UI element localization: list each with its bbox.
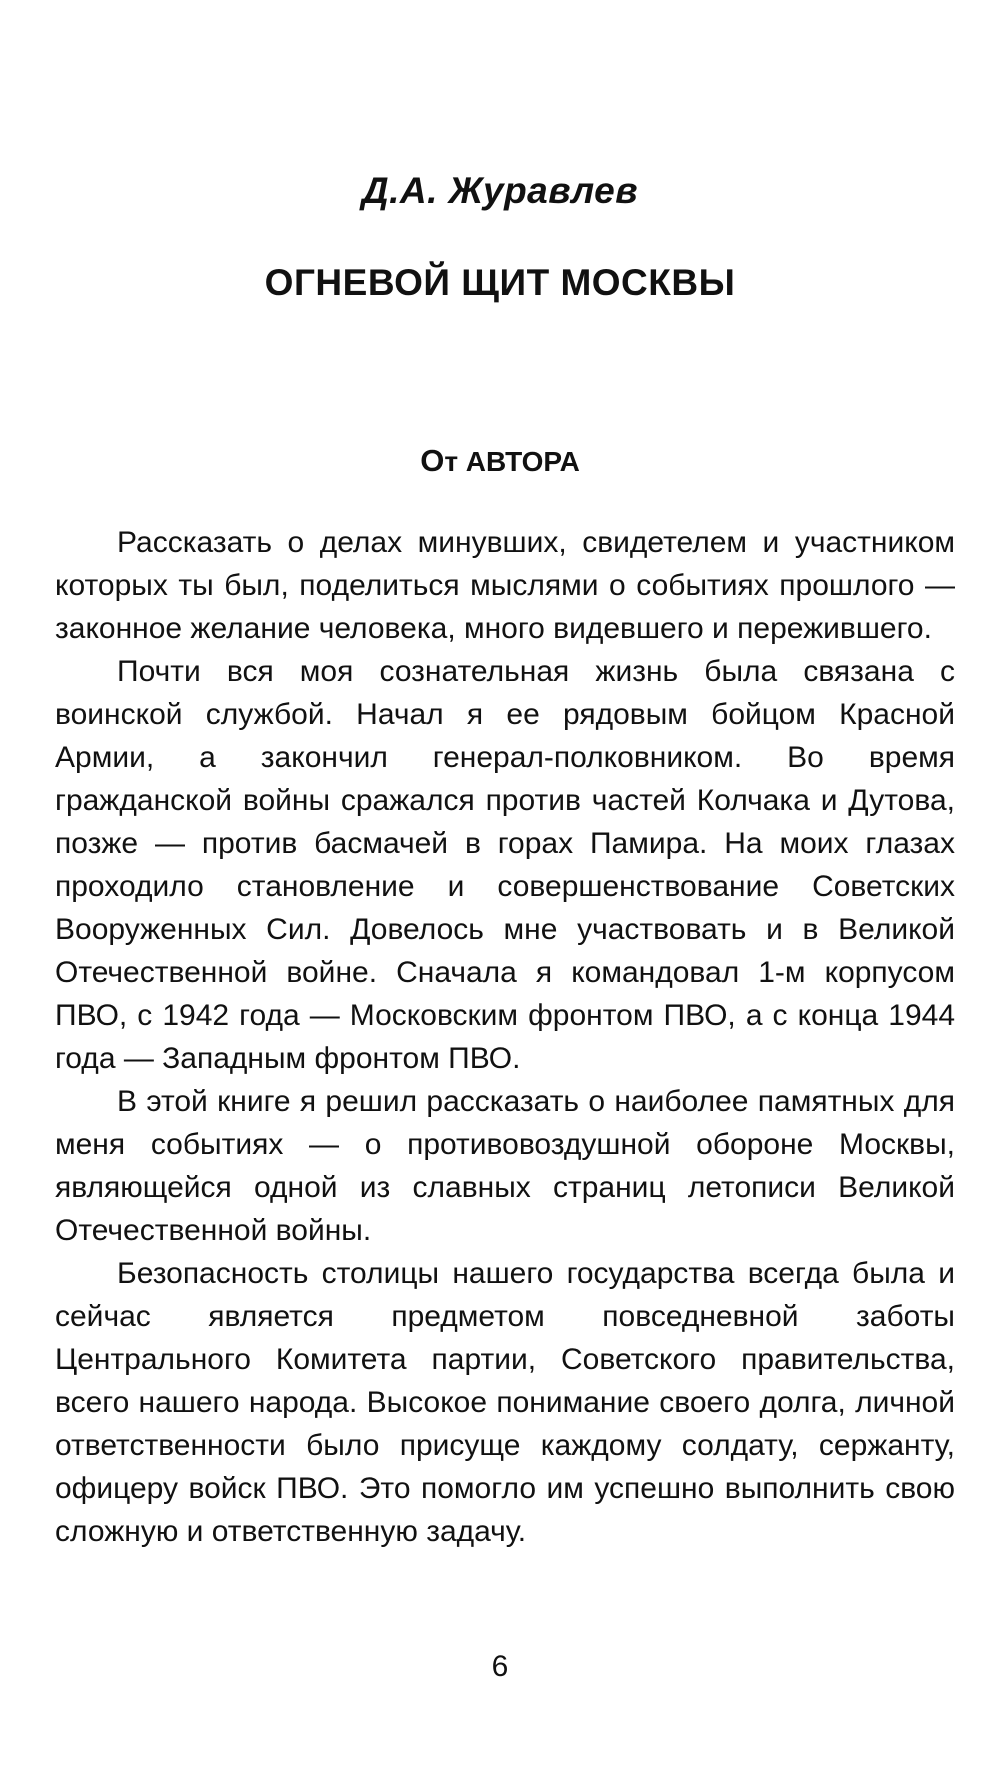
section-heading-rest: т АВТОРА [444, 446, 580, 477]
paragraph: Безопасность столицы нашего государства всегда была и сейчас является предметом повседневной заботы Центрального Комитета партии, Советского правительства, всего нашего народа. Высокое понимание своего долга, личной ответственности было присуще каждому солдату, сержанту, офицеру войск ПВО. Это помогло им успешно выполнить свою сложную и ответственную задачу. [55, 1257, 955, 1548]
author-name: Д.А. Журавлев [361, 170, 639, 211]
page-number: 6 [491, 1650, 509, 1683]
section-heading [0, 443, 1000, 479]
paragraph: В этой книге я решил рассказать о наиболее памятных для меня событиях — о противовоздушной обороне Москвы, являющейся одной из славных страниц летописи Великой Отечественной войны. [55, 1085, 955, 1247]
section-heading-initial: О [420, 443, 445, 478]
paragraph: Почти вся моя сознательная жизнь была связана с воинской службой. Начал я ее рядовым бойцом Красной Армии, а закончил генерал-полковником. Во время гражданской войны сражался против частей Колчака и Дутова, позже — против басмачей в горах Памира. На моих глазах проходило становление и совершенствование Советских Вооруженных Сил. Довелось мне участвовать и в Великой Отечественной войне. Сначала я командовал 1-м корпусом ПВО, с 1942 года — Московским фронтом ПВО, а с конца 1944 года — Западным фронтом ПВО. [55, 655, 955, 1075]
book-title: ОГНЕВОЙ ЩИТ МОСКВЫ [264, 262, 736, 303]
body-text [55, 521, 955, 1553]
paragraph: Рассказать о делах минувших, свидетелем и участником которых ты был, поделиться мыслями о событиях прошлого — законное желание человека, много видевшего и пережившего. [55, 526, 955, 645]
